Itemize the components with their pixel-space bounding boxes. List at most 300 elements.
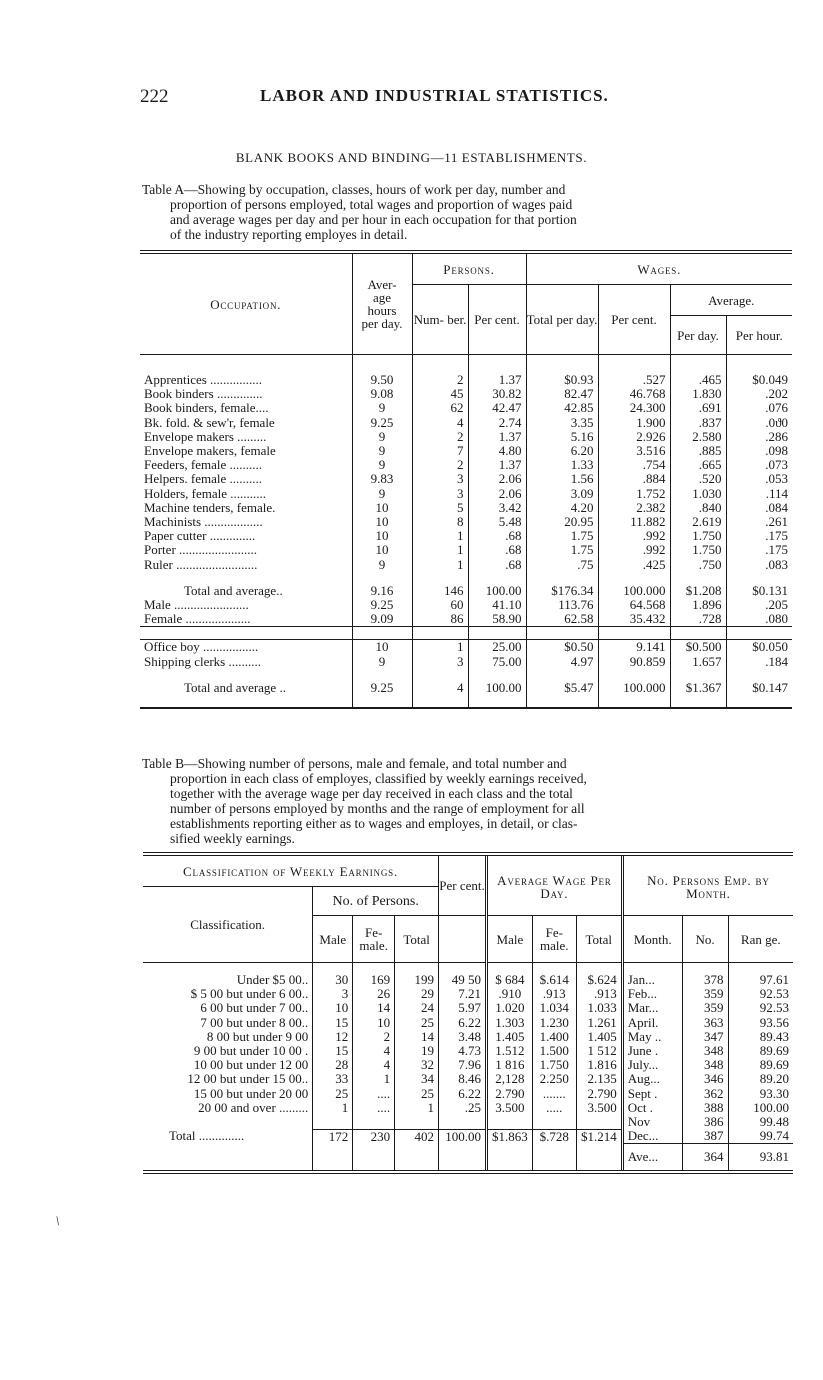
value-cell: 2.06	[468, 472, 526, 486]
value-cell: 90.859	[598, 655, 670, 669]
value-cell: 9.25	[352, 681, 412, 695]
value-cell: ....	[353, 1101, 395, 1115]
value-cell: .840	[670, 501, 726, 515]
value-cell: 359	[682, 987, 728, 1001]
occupation-cell: Machinists ..................	[144, 514, 263, 530]
value-cell: 9.50	[352, 373, 412, 387]
value-cell: 100.00	[468, 584, 526, 598]
value-cell: 1.37	[468, 373, 526, 387]
value-cell: 2.382	[598, 501, 670, 515]
value-cell: 4	[412, 681, 468, 695]
table-row	[140, 543, 792, 557]
occupation-cell: Total and average..	[184, 582, 283, 598]
occupation-cell: Envelope makers, female	[144, 443, 276, 459]
value-cell: 9	[352, 655, 412, 669]
value-cell: 6.20	[526, 444, 598, 458]
value-cell: .992	[598, 543, 670, 557]
header-total-per-day: Total per day.	[526, 285, 598, 355]
value-cell: 1.400	[532, 1030, 576, 1044]
value-cell: .25	[439, 1101, 487, 1115]
caption-line: and average wages per day and per hour in each occupation for that portion	[170, 212, 577, 227]
value-cell: 9.25	[352, 416, 412, 430]
page-header	[140, 86, 670, 112]
value-cell: 5.16	[526, 430, 598, 444]
value-cell: $0.050	[726, 640, 792, 655]
value-cell: 3	[313, 987, 353, 1001]
value-cell: 348	[682, 1044, 728, 1058]
header-persons-employed-by-month: No. Persons Emp. by Month.	[622, 854, 793, 916]
value-cell: 25	[313, 1087, 353, 1101]
value-cell: 8.46	[439, 1072, 487, 1086]
month-cell: Jan...	[622, 973, 682, 987]
occupation-cell: Office boy .................	[140, 640, 352, 655]
value-cell: 113.76	[526, 598, 598, 612]
value-cell: 1.750	[670, 529, 726, 543]
value-cell: .465	[670, 373, 726, 387]
caption-line: Table B—Showing number of persons, male and female, and total number and	[142, 756, 567, 771]
classification-cell: 12 00 but under 15 00..	[187, 1071, 309, 1087]
value-cell: 1.657	[670, 655, 726, 669]
classification-cell: 10 00 but under 12 00	[193, 1057, 309, 1073]
value-cell: 2.790	[487, 1087, 533, 1101]
value-cell: 1.37	[468, 458, 526, 472]
value-cell: 5.97	[439, 1001, 487, 1015]
value-cell: 3	[412, 487, 468, 501]
caption-line: of the industry reporting employes in detail.	[170, 227, 408, 242]
value-cell: 1.405	[487, 1030, 533, 1044]
value-cell	[576, 1115, 622, 1129]
value-cell: ....	[353, 1087, 395, 1101]
header-classification: Classification.	[143, 887, 313, 963]
value-cell: .175	[726, 529, 792, 543]
month-cell: Sept .	[622, 1087, 682, 1101]
value-cell: 100.00	[468, 681, 526, 695]
value-cell: 10	[352, 501, 412, 515]
value-cell: 2.790	[576, 1087, 622, 1101]
value-cell: $5.47	[526, 681, 598, 695]
classification-cell	[143, 1115, 313, 1129]
occupation-cell: Holders, female ...........	[144, 485, 267, 501]
table-a	[140, 250, 792, 709]
table-row	[143, 1044, 793, 1058]
value-cell: 1.816	[576, 1058, 622, 1072]
value-cell: 62.58	[526, 612, 598, 627]
value-cell: 1.896	[670, 598, 726, 612]
value-cell: 1	[412, 558, 468, 572]
occupation-cell: Female ....................	[144, 611, 251, 627]
header-avg-total: Total	[576, 916, 622, 963]
header-per-day: Per day.	[670, 316, 726, 355]
table-row	[143, 1072, 793, 1086]
table-row	[140, 444, 792, 458]
header-average: Average.	[670, 285, 792, 316]
value-cell: 41.10	[468, 598, 526, 612]
header-no: No.	[682, 916, 728, 963]
value-cell: $ 684	[487, 973, 533, 987]
value-cell: .754	[598, 458, 670, 472]
value-cell: 89.69	[728, 1044, 793, 1058]
value-cell: 2.619	[670, 515, 726, 529]
header-persons: Persons.	[412, 252, 526, 285]
header-avg-female: Fe- male.	[532, 916, 576, 963]
value-cell: 1.405	[576, 1030, 622, 1044]
value-cell	[353, 1115, 395, 1129]
value-cell: 4	[412, 416, 468, 430]
classification-cell: 7 00 but under 8 00..	[200, 1014, 309, 1030]
value-cell: .......	[532, 1087, 576, 1101]
month-cell: Oct .	[622, 1101, 682, 1115]
month-cell: Feb...	[622, 987, 682, 1001]
value-cell: 9.08	[352, 387, 412, 401]
value-cell: 347	[682, 1030, 728, 1044]
value-cell: 82.47	[526, 387, 598, 401]
value-cell: 100.00	[439, 1129, 487, 1144]
value-cell: 60	[412, 598, 468, 612]
value-cell	[439, 1115, 487, 1129]
value-cell: 64.568	[598, 598, 670, 612]
table-row	[140, 529, 792, 543]
value-cell: 99.48	[728, 1115, 793, 1129]
value-cell: 89.69	[728, 1058, 793, 1072]
classification-cell: 20 00 and over .........	[198, 1099, 309, 1115]
page-number: 222	[140, 86, 169, 107]
caption-line: proportion of persons employed, total wages and proportion of wages paid	[170, 197, 573, 212]
table-row	[143, 1016, 793, 1030]
value-cell: .084	[726, 501, 792, 515]
value-cell: 364	[682, 1144, 728, 1173]
value-cell: 10	[352, 529, 412, 543]
table-row	[143, 1115, 793, 1129]
value-cell: .75	[526, 558, 598, 572]
value-cell: 86	[412, 612, 468, 627]
value-cell: $0.049	[726, 373, 792, 387]
month-cell: June .	[622, 1044, 682, 1058]
month-cell: July...	[622, 1058, 682, 1072]
month-cell: Ave...	[622, 1144, 682, 1173]
header-female: Fe- male.	[353, 916, 395, 963]
header-b-per-cent: Per cent.	[439, 854, 487, 916]
classification-cell: 9 00 but under 10 00 .	[193, 1043, 309, 1059]
table-row	[143, 1001, 793, 1015]
value-cell	[487, 1115, 533, 1129]
header-wages-per-cent: Per cent.	[598, 285, 670, 355]
value-cell: 62	[412, 401, 468, 415]
value-cell: 75.00	[468, 655, 526, 669]
value-cell: 3.42	[468, 501, 526, 515]
value-cell: 8	[412, 515, 468, 529]
header-occupation: Occupation.	[140, 252, 352, 355]
caption-line: proportion in each class of employes, classified by weekly earnings received,	[170, 771, 587, 786]
value-cell: .205	[726, 598, 792, 612]
value-cell: .202	[726, 387, 792, 401]
value-cell: .68	[468, 529, 526, 543]
value-cell: 1.261	[576, 1016, 622, 1030]
value-cell: 9	[352, 487, 412, 501]
value-cell: $.614	[532, 973, 576, 987]
value-cell: .527	[598, 373, 670, 387]
table-row	[140, 681, 792, 695]
table-row	[140, 655, 792, 669]
value-cell: 388	[682, 1101, 728, 1115]
occupation-cell: Envelope makers .........	[144, 428, 267, 444]
value-cell: 199	[395, 973, 439, 987]
value-cell: 1.750	[532, 1058, 576, 1072]
value-cell	[532, 1115, 576, 1129]
occupation-cell: Shipping clerks ..........	[144, 653, 261, 669]
value-cell: .080	[726, 612, 792, 627]
value-cell: 1	[395, 1101, 439, 1115]
caption-line: sified weekly earnings.	[170, 831, 295, 846]
value-cell: 9.09	[352, 612, 412, 627]
value-cell: 10	[313, 1001, 353, 1015]
caption-line: establishments reporting either as to wages and employes, in detail, or clas-	[170, 816, 578, 831]
value-cell: .728	[670, 612, 726, 627]
value-cell: 169	[353, 973, 395, 987]
value-cell: .913	[532, 987, 576, 1001]
occupation-cell: Machine tenders, female.	[144, 499, 276, 515]
value-cell: 11.882	[598, 515, 670, 529]
header-number: Num- ber.	[412, 285, 468, 355]
table-row	[140, 430, 792, 444]
header-total: Total	[395, 916, 439, 963]
occupation-cell: Helpers. female ..........	[144, 471, 263, 487]
value-cell: .68	[468, 543, 526, 557]
value-cell: .175	[726, 543, 792, 557]
table-a-caption	[142, 182, 792, 242]
value-cell: 2	[412, 373, 468, 387]
value-cell: 1	[412, 543, 468, 557]
value-cell: $1.367	[670, 681, 726, 695]
value-cell: 7	[412, 444, 468, 458]
value-cell: 92.53	[728, 987, 793, 1001]
value-cell: .098	[726, 444, 792, 458]
header-persons-per-cent: Per cent.	[468, 285, 526, 355]
value-cell: 1.030	[670, 487, 726, 501]
header-range: Ran ge.	[728, 916, 793, 963]
value-cell: 1.034	[532, 1001, 576, 1015]
value-cell: .913	[576, 987, 622, 1001]
value-cell: 172	[313, 1129, 353, 1144]
stray-mark: /	[52, 1213, 63, 1228]
value-cell: 93.56	[728, 1016, 793, 1030]
value-cell: $0.50	[526, 640, 598, 655]
value-cell: $0.131	[726, 584, 792, 598]
value-cell: 35.432	[598, 612, 670, 627]
value-cell: $.728	[532, 1129, 576, 1144]
header-classification-of-weekly-earnings: Classification of Weekly Earnings.	[143, 854, 439, 887]
value-cell: 30.82	[468, 387, 526, 401]
value-cell: 93.30	[728, 1087, 793, 1101]
value-cell: 89.20	[728, 1072, 793, 1086]
value-cell: 1.752	[598, 487, 670, 501]
value-cell: 10	[353, 1016, 395, 1030]
value-cell: 3.09	[526, 487, 598, 501]
occupation-cell: Total and average ..	[184, 679, 286, 695]
value-cell: 1	[353, 1072, 395, 1086]
occupation-cell: Feeders, female ..........	[144, 457, 263, 473]
value-cell: 3.48	[439, 1030, 487, 1044]
value-cell: 2.250	[532, 1072, 576, 1086]
table-row	[143, 973, 793, 987]
value-cell: 9.83	[352, 472, 412, 486]
value-cell: 1.303	[487, 1016, 533, 1030]
value-cell: 28	[313, 1058, 353, 1072]
value-cell: 2	[412, 430, 468, 444]
value-cell: .885	[670, 444, 726, 458]
table-row	[140, 373, 792, 387]
caption-line: Table A—Showing by occupation, classes, hours of work per day, number and	[142, 182, 566, 197]
value-cell: 30	[313, 973, 353, 987]
value-cell: 1.230	[532, 1016, 576, 1030]
header-male: Male	[313, 916, 353, 963]
value-cell: 9.16	[352, 584, 412, 598]
value-cell: 14	[353, 1001, 395, 1015]
value-cell: 362	[682, 1087, 728, 1101]
value-cell: 15	[313, 1044, 353, 1058]
occupation-cell: Book binders ..............	[144, 386, 263, 402]
value-cell: .750	[670, 558, 726, 572]
occupation-cell: Male .......................	[144, 597, 249, 613]
value-cell: 100.00	[728, 1101, 793, 1115]
value-cell: 1.512	[487, 1044, 533, 1058]
occupation-cell: Book binders, female....	[144, 400, 269, 416]
value-cell: 34	[395, 1072, 439, 1086]
value-cell: 1.020	[487, 1001, 533, 1015]
value-cell: 45	[412, 387, 468, 401]
value-cell: 7.96	[439, 1058, 487, 1072]
table-row	[143, 1129, 793, 1144]
value-cell: 9	[352, 430, 412, 444]
value-cell: .910	[487, 987, 533, 1001]
value-cell: 2.06	[468, 487, 526, 501]
value-cell: .286	[726, 430, 792, 444]
value-cell: .665	[670, 458, 726, 472]
value-cell: 20.95	[526, 515, 598, 529]
value-cell: $1.208	[670, 584, 726, 598]
value-cell: .261	[726, 515, 792, 529]
value-cell: 32	[395, 1058, 439, 1072]
value-cell: 42.85	[526, 401, 598, 415]
value-cell	[313, 1115, 353, 1129]
value-cell: 12	[313, 1030, 353, 1044]
table-row	[140, 584, 792, 598]
value-cell: 1	[412, 529, 468, 543]
value-cell: 9	[352, 401, 412, 415]
value-cell: $1.863	[487, 1129, 533, 1144]
value-cell: 33	[313, 1072, 353, 1086]
table-row	[140, 598, 792, 612]
value-cell: 15	[313, 1016, 353, 1030]
value-cell: 1.75	[526, 529, 598, 543]
value-cell: 25.00	[468, 640, 526, 655]
value-cell: $0.93	[526, 373, 598, 387]
classification-cell: Total ..............	[169, 1128, 245, 1144]
value-cell: 24	[395, 1001, 439, 1015]
occupation-cell: Porter ........................	[144, 542, 258, 558]
value-cell: 100.000	[598, 584, 670, 598]
value-cell: 19	[395, 1044, 439, 1058]
value-cell: 9	[352, 444, 412, 458]
value-cell: 2.580	[670, 430, 726, 444]
value-cell: 10	[352, 640, 412, 655]
value-cell: 386	[682, 1115, 728, 1129]
table-row	[143, 1144, 793, 1173]
value-cell: 402	[395, 1129, 439, 1144]
value-cell: 99.74	[728, 1129, 793, 1144]
value-cell: 97.61	[728, 973, 793, 987]
classification-cell: $ 5 00 but under 6 00..	[190, 986, 309, 1002]
value-cell: $176.34	[526, 584, 598, 598]
classification-cell: 6 00 but under 7 00..	[200, 1000, 309, 1016]
value-cell: 10	[352, 543, 412, 557]
value-cell: 100.000	[598, 681, 670, 695]
value-cell: 3.516	[598, 444, 670, 458]
value-cell: .....	[532, 1101, 576, 1115]
value-cell: 348	[682, 1058, 728, 1072]
value-cell: 146	[412, 584, 468, 598]
value-cell: 4.20	[526, 501, 598, 515]
caption-line: together with the average wage per day received in each class and the total	[170, 786, 573, 801]
value-cell: $.624	[576, 973, 622, 987]
occupation-cell: Bk. fold. & sew'r, female	[144, 414, 275, 430]
table-row	[140, 387, 792, 401]
value-cell: 1.500	[532, 1044, 576, 1058]
value-cell: 3	[412, 655, 468, 669]
value-cell: 58.90	[468, 612, 526, 627]
value-cell: $0.500	[670, 640, 726, 655]
value-cell: 3.500	[487, 1101, 533, 1115]
value-cell: 7.21	[439, 987, 487, 1001]
value-cell: 1 816	[487, 1058, 533, 1072]
header-average-hours: Aver- age hours per day.	[352, 252, 412, 355]
value-cell: .425	[598, 558, 670, 572]
value-cell: 24.300	[598, 401, 670, 415]
header-no-of-persons: No. of Persons.	[313, 887, 439, 916]
value-cell: .053	[726, 472, 792, 486]
table-row	[140, 612, 792, 627]
value-cell: 93.81	[728, 1144, 793, 1173]
value-cell: .073	[726, 458, 792, 472]
table-row	[140, 501, 792, 515]
value-cell: 2	[412, 458, 468, 472]
table-row	[140, 515, 792, 529]
month-cell: Aug...	[622, 1072, 682, 1086]
occupation-cell: Apprentices ................	[144, 372, 263, 387]
value-cell: $1.214	[576, 1129, 622, 1144]
value-cell: 92.53	[728, 1001, 793, 1015]
table-row	[143, 1030, 793, 1044]
value-cell: 346	[682, 1072, 728, 1086]
header-avg-male: Male	[487, 916, 533, 963]
table-row	[143, 1058, 793, 1072]
value-cell: 3	[412, 472, 468, 486]
value-cell: 14	[395, 1030, 439, 1044]
table-b-caption	[142, 756, 792, 846]
value-cell: .114	[726, 487, 792, 501]
value-cell: 25	[395, 1016, 439, 1030]
header-wages: Wages.	[526, 252, 792, 285]
table-row	[140, 558, 792, 572]
section-title: BLANK BOOKS AND BINDING—11 ESTABLISHMENTS.	[235, 150, 588, 165]
value-cell: 1.750	[670, 543, 726, 557]
value-cell: 1.033	[576, 1001, 622, 1015]
month-cell: April.	[622, 1016, 682, 1030]
value-cell: .520	[670, 472, 726, 486]
value-cell: 1.900	[598, 416, 670, 430]
table-b	[143, 852, 793, 1174]
value-cell: 49 50	[439, 973, 487, 987]
value-cell: 4	[353, 1044, 395, 1058]
